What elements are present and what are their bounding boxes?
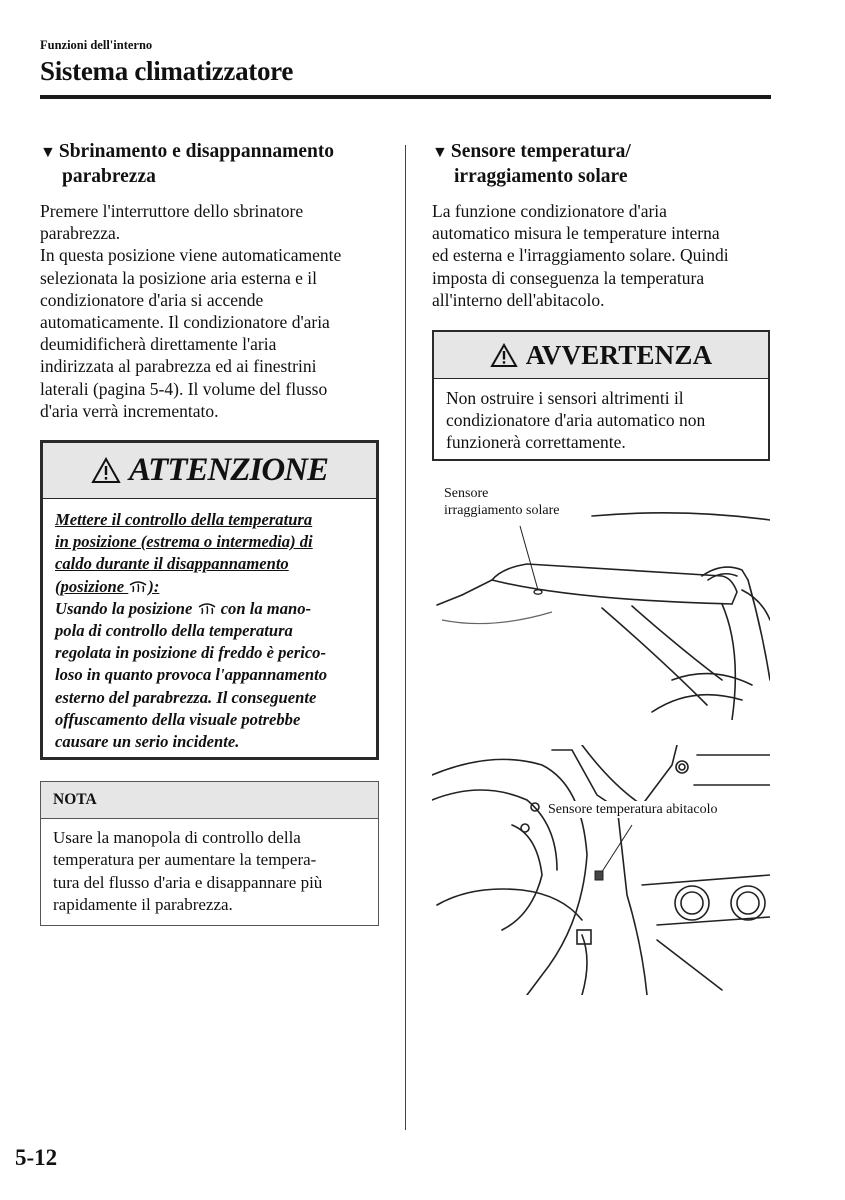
body-line: selezionata la posizione aria esterna e il <box>40 267 317 288</box>
dashboard-illustration <box>432 745 770 995</box>
attenzione-body <box>43 499 376 761</box>
nota-line: tura del flusso d'aria e disappannare più <box>53 872 323 892</box>
nota-header <box>41 782 378 819</box>
attenzione-text: Usando la posizione <box>55 598 197 618</box>
nota-line: Usare la manopola di controllo della <box>53 828 301 847</box>
nota-body <box>41 819 378 925</box>
solar-sensor-label-line1: Sensore <box>444 486 489 501</box>
attenzione-line: offuscamento della visuale potrebbe <box>55 709 301 729</box>
attenzione-line: in posizione (estrema o intermedia) di <box>55 532 313 552</box>
body-line: parabrezza. <box>40 223 121 244</box>
nota-box <box>40 781 379 926</box>
body-line: all'interno dell'abitacolo. <box>432 289 605 310</box>
figure-cabin-sensor <box>432 745 770 995</box>
right-heading <box>432 140 631 189</box>
heading-triangle-icon: ▼ <box>432 144 448 161</box>
attenzione-line: esterno del parabrezza. Il conseguente <box>55 687 317 707</box>
avvertenza-header <box>434 332 768 379</box>
right-body <box>432 200 777 311</box>
section-label: Funzioni dell'interno <box>40 38 153 52</box>
warning-triangle-icon <box>490 343 518 368</box>
attenzione-line: regolata in posizione di freddo è perico- <box>55 643 327 663</box>
defroster-icon <box>128 578 148 594</box>
left-heading-line2: parabrezza <box>62 166 156 187</box>
title-rule <box>40 95 771 99</box>
solar-sensor-label-line2: irraggiamento solare <box>444 503 560 518</box>
attenzione-line: Mettere il controllo della temperatura <box>55 510 313 529</box>
avvertenza-body <box>434 379 768 462</box>
attenzione-text: (posizione <box>55 576 129 596</box>
body-line: In questa posizione viene automaticamente <box>40 245 342 266</box>
attenzione-line: loso in quanto provoca l'appannamento <box>55 665 327 685</box>
attenzione-box <box>40 440 379 760</box>
left-heading <box>40 140 334 189</box>
solar-sensor-label <box>444 485 559 519</box>
body-line: laterali (pagina 5-4). Il volume del flusso <box>40 378 328 399</box>
attenzione-line: caldo durante il disappannamento <box>55 554 289 574</box>
nota-title: NOTA <box>53 791 97 808</box>
body-line: deumidificherà direttamente l'aria <box>40 334 277 355</box>
heading-triangle-icon: ▼ <box>40 144 56 161</box>
left-heading-line1: Sbrinamento e disappannamento <box>58 141 335 162</box>
body-line: Premere l'interruttore dello sbrinatore <box>40 201 304 221</box>
body-line: d'aria verrà incrementato. <box>40 400 219 421</box>
figure-solar-sensor <box>432 480 770 720</box>
attenzione-text: ): <box>148 576 160 596</box>
body-line: La funzione condizionatore d'aria <box>432 201 667 221</box>
attenzione-line: pola di controllo della temperatura <box>55 621 293 641</box>
right-heading-line2: irraggiamento solare <box>454 166 628 187</box>
nota-line: temperatura per aumentare la tempera- <box>53 850 317 870</box>
warning-triangle-icon <box>91 457 121 484</box>
body-line: automatico misura le temperature interna <box>432 223 720 244</box>
page-title: Sistema climatizzatore <box>40 56 294 86</box>
avvertenza-line: funzionerà correttamente. <box>446 432 626 453</box>
right-heading-line1: Sensore temperatura/ <box>450 141 631 162</box>
nota-line: rapidamente il parabrezza. <box>53 895 233 915</box>
body-line: automaticamente. Il condizionatore d'aria <box>40 312 330 333</box>
column-divider <box>405 145 406 1130</box>
attenzione-line <box>55 576 364 598</box>
attenzione-title: ATTENZIONE <box>128 452 329 488</box>
avvertenza-title: AVVERTENZA <box>525 339 713 370</box>
attenzione-line <box>55 598 364 620</box>
avvertenza-line: Non ostruire i sensori altrimenti il <box>446 388 684 408</box>
body-line: condizionatore d'aria si accende <box>40 289 264 310</box>
avvertenza-line: condizionatore d'aria automatico non <box>446 410 706 431</box>
body-line: imposta di conseguenza la temperatura <box>432 267 705 288</box>
body-line: ed esterna e l'irraggiamento solare. Quindi <box>432 245 729 266</box>
cabin-sensor-label: Sensore temperatura abitacolo <box>544 801 721 818</box>
avvertenza-box <box>432 330 770 461</box>
defroster-icon <box>197 600 217 616</box>
left-body <box>40 200 390 422</box>
attenzione-header <box>43 443 376 499</box>
page-number: 5-12 <box>15 1145 58 1170</box>
body-line: indirizzata al parabrezza ed ai finestrini <box>40 356 317 377</box>
attenzione-text: con la mano- <box>216 598 312 618</box>
attenzione-line: causare un serio incidente. <box>55 732 240 752</box>
